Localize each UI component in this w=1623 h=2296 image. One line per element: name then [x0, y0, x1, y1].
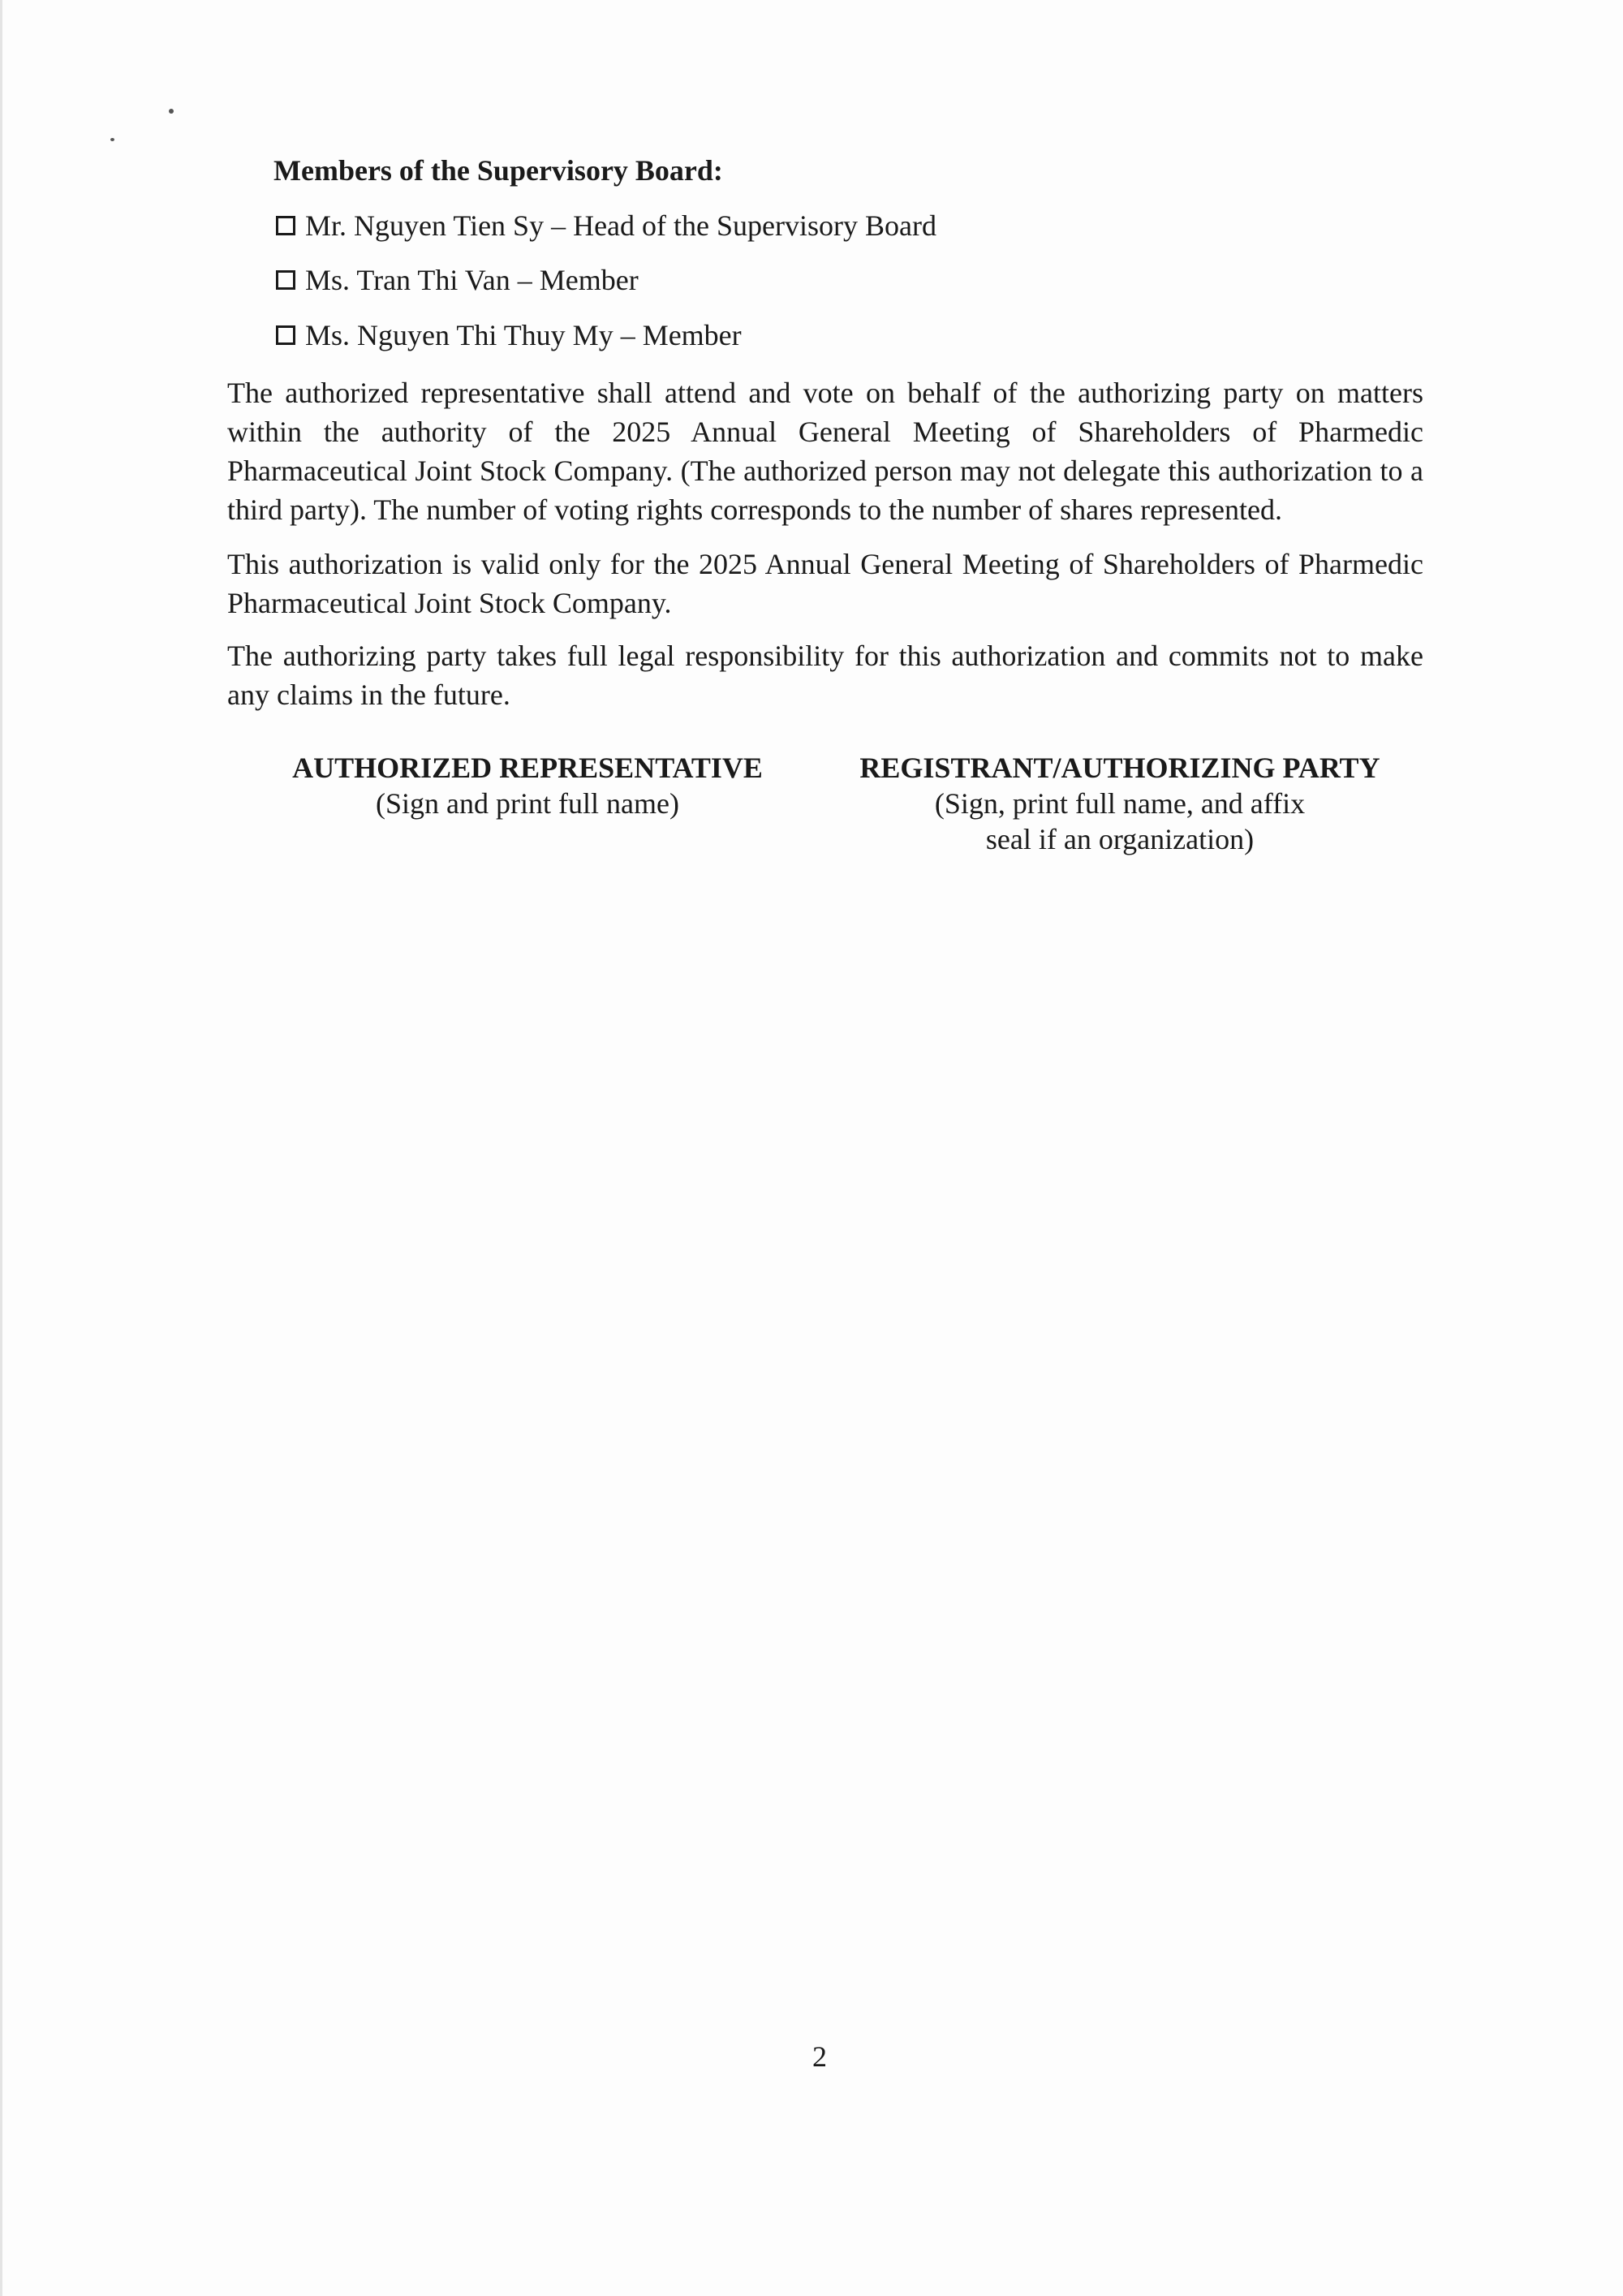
- representative-title: AUTHORIZED REPRESENTATIVE: [292, 752, 763, 784]
- scan-speck: [110, 138, 114, 141]
- member-item: [276, 261, 639, 299]
- scan-speck: [169, 109, 174, 114]
- responsibility-paragraph: The authorizing party takes full legal responsibility for this authorization and commits not to make any claims in the future.: [227, 640, 1423, 711]
- authorization-scope-paragraph: The authorized representative shall attend and vote on behalf of the authorizing party on matters within the authority of the 2025 Annual General Meeting of Shareholders of Pharmedic Pharmaceutical Joint Stock Company. (The authorized person may not delegate this authorization to a third party). The number of voting rights corresponds to the number of shares represented.: [227, 377, 1423, 526]
- supervisory-board-heading: Members of the Supervisory Board:: [273, 154, 723, 187]
- member-item: [276, 206, 936, 245]
- member-label: Ms. Nguyen Thi Thuy My – Member: [305, 319, 742, 351]
- member-label: Mr. Nguyen Tien Sy – Head of the Supervisory Board: [305, 209, 936, 242]
- member-item: [276, 316, 742, 355]
- checkbox[interactable]: [276, 270, 295, 290]
- member-label: Ms. Tran Thi Van – Member: [305, 264, 639, 296]
- representative-instruction: (Sign and print full name): [376, 787, 679, 820]
- representative-signature-block: [260, 750, 795, 821]
- scan-edge: [0, 0, 2, 2296]
- registrant-instruction: (Sign, print full name, and affix seal if an organization): [934, 787, 1306, 855]
- checkbox[interactable]: [276, 216, 295, 235]
- registrant-title: REGISTRANT/AUTHORIZING PARTY: [859, 752, 1380, 784]
- checkbox[interactable]: [276, 325, 295, 345]
- page-number: 2: [812, 2040, 827, 2073]
- validity-paragraph: This authorization is valid only for the 2025 Annual General Meeting of Shareholders of Pharmedic Pharmaceutical Joint Stock Company.: [227, 548, 1423, 619]
- registrant-signature-block: [836, 750, 1404, 857]
